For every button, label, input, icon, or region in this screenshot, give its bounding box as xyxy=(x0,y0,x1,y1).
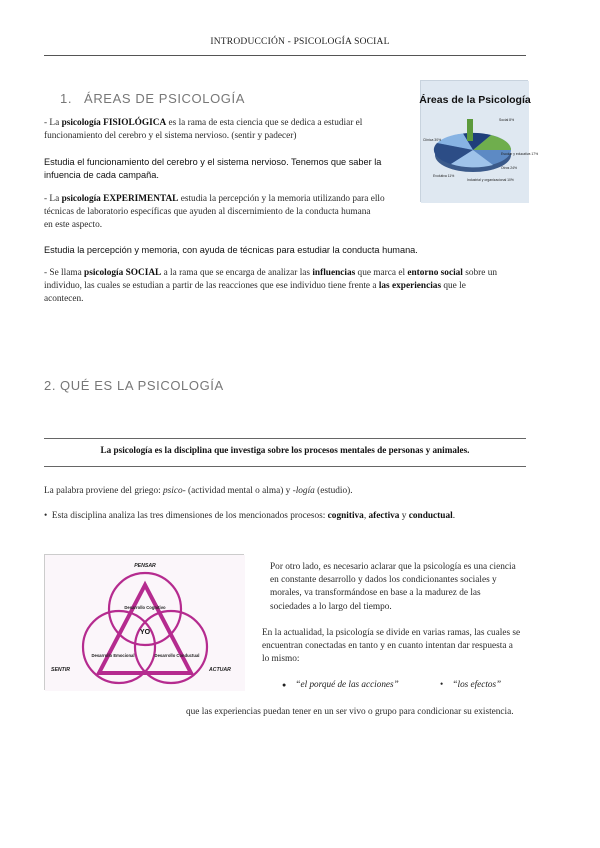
section-2-heading xyxy=(44,378,224,393)
term-experimental: psicología EXPERIMENTAL xyxy=(61,194,179,204)
areas-chart-image xyxy=(419,80,539,202)
chart-image-title: Áreas de la Psicología xyxy=(419,94,531,106)
definition-top-rule xyxy=(44,438,526,439)
section-2-title: QUÉ ES LA PSICOLOGÍA xyxy=(60,378,224,393)
paragraph-ciencia-desarrollo: Por otro lado, es necesario aclarar que la psicología es una ciencia en constante desarrollo y dados los condicionantes sociales y morales, va transformándose en base a la madurez de las sociedades a lo largo del tiempo. xyxy=(270,562,516,612)
areas-pie-graphic xyxy=(419,81,539,203)
section-1-heading xyxy=(60,91,245,106)
section-1-number: 1. xyxy=(60,91,73,106)
closing-line: que las experiencias puedan tener en un ser vivo o grupo para condicionar su existencia. xyxy=(186,707,514,717)
section-2-number: 2. xyxy=(44,378,57,393)
venn-cognitive: Desarrollo Cognitivo xyxy=(124,605,166,610)
definition-bottom-rule xyxy=(44,466,526,467)
venn-affective: Desarrollo Emocional xyxy=(91,653,135,658)
section-1-title: ÁREAS DE PSICOLOGÍA xyxy=(84,91,245,106)
dimensions-bullet: • Esta disciplina analiza las tres dimensiones de los mencionados procesos: cognitiva, afectiva y conductual. xyxy=(44,511,456,521)
paragraph-experimental: - La psicología EXPERIMENTAL estudia la percepción y la memoria utilizando para ello técnicas de laboratorio específicas que ayuden al discernimiento de la conducta humana en este aspecto. xyxy=(44,194,385,231)
term-fisiologica: psicología FISIOLÓGICA xyxy=(61,118,167,128)
venn-label-top: PENSAR xyxy=(134,563,156,569)
chart-label-0: Clínica 30% xyxy=(423,138,442,142)
list-item: ● “el porqué de las acciones” xyxy=(282,679,399,689)
note-experimental: Estudia la percepción y memoria, con ayuda de técnicas para estudiar la conducta humana. xyxy=(44,245,418,255)
note-fisiologica: Estudia el funcionamiento del cerebro y el sistema nervioso. Tenemos que saber la infuencia de cada campaña. xyxy=(44,157,382,180)
paragraph-fisiologica: - La psicología FISIOLÓGICA es la rama de esta ciencia que se dedica a estudiar el funcionamiento del cerebro y el sistema nervioso. (sentir y padecer) xyxy=(44,118,363,142)
chart-label-5: Otros 24% xyxy=(501,166,518,170)
venn-diagram-image xyxy=(44,554,244,690)
venn-graphic xyxy=(45,555,245,691)
venn-center: YO xyxy=(139,629,151,636)
bullet-dot-icon: ● xyxy=(282,681,287,689)
header-divider xyxy=(44,55,526,56)
paragraph-social: - Se llama psicología SOCIAL a la rama que se encarga de analizar las influencias que marca el entorno social sobre un individuo, las cuales se estudian a partir de las reacciones que ese individuo tiene frente a las experiencias que le acontecen. xyxy=(44,268,497,305)
psychology-definition: La psicología es la disciplina que investiga sobre los procesos mentales de personas y animales. xyxy=(100,445,470,455)
venn-label-right: ACTUAR xyxy=(209,667,231,673)
paragraph-ramas: En la actualidad, la psicología se divide en varias ramas, las cuales se encuentran conectadas en tanto y en cuanto intentan dar respuesta a lo mismo: xyxy=(262,628,521,665)
chart-label-1: Social 8% xyxy=(499,118,515,122)
chart-label-3: Evolutiva 11% xyxy=(433,174,455,178)
list-item: • “los efectos” xyxy=(440,679,502,689)
bullet-icon: • xyxy=(440,679,444,689)
venn-behavioral: Desarrollo Conductual xyxy=(154,653,200,658)
page-header: INTRODUCCIÓN - PSICOLOGÍA SOCIAL xyxy=(210,37,390,47)
venn-label-left: SENTIR xyxy=(51,667,71,673)
chart-label-2: Escolar y educativa 17% xyxy=(501,152,539,156)
etymology-line: La palabra proviene del griego: psico- (actividad mental o alma) y -logía (estudio). xyxy=(44,486,353,496)
bullet-icon: • xyxy=(44,511,48,521)
chart-label-4: Industrial y organizacional 10% xyxy=(467,178,514,182)
